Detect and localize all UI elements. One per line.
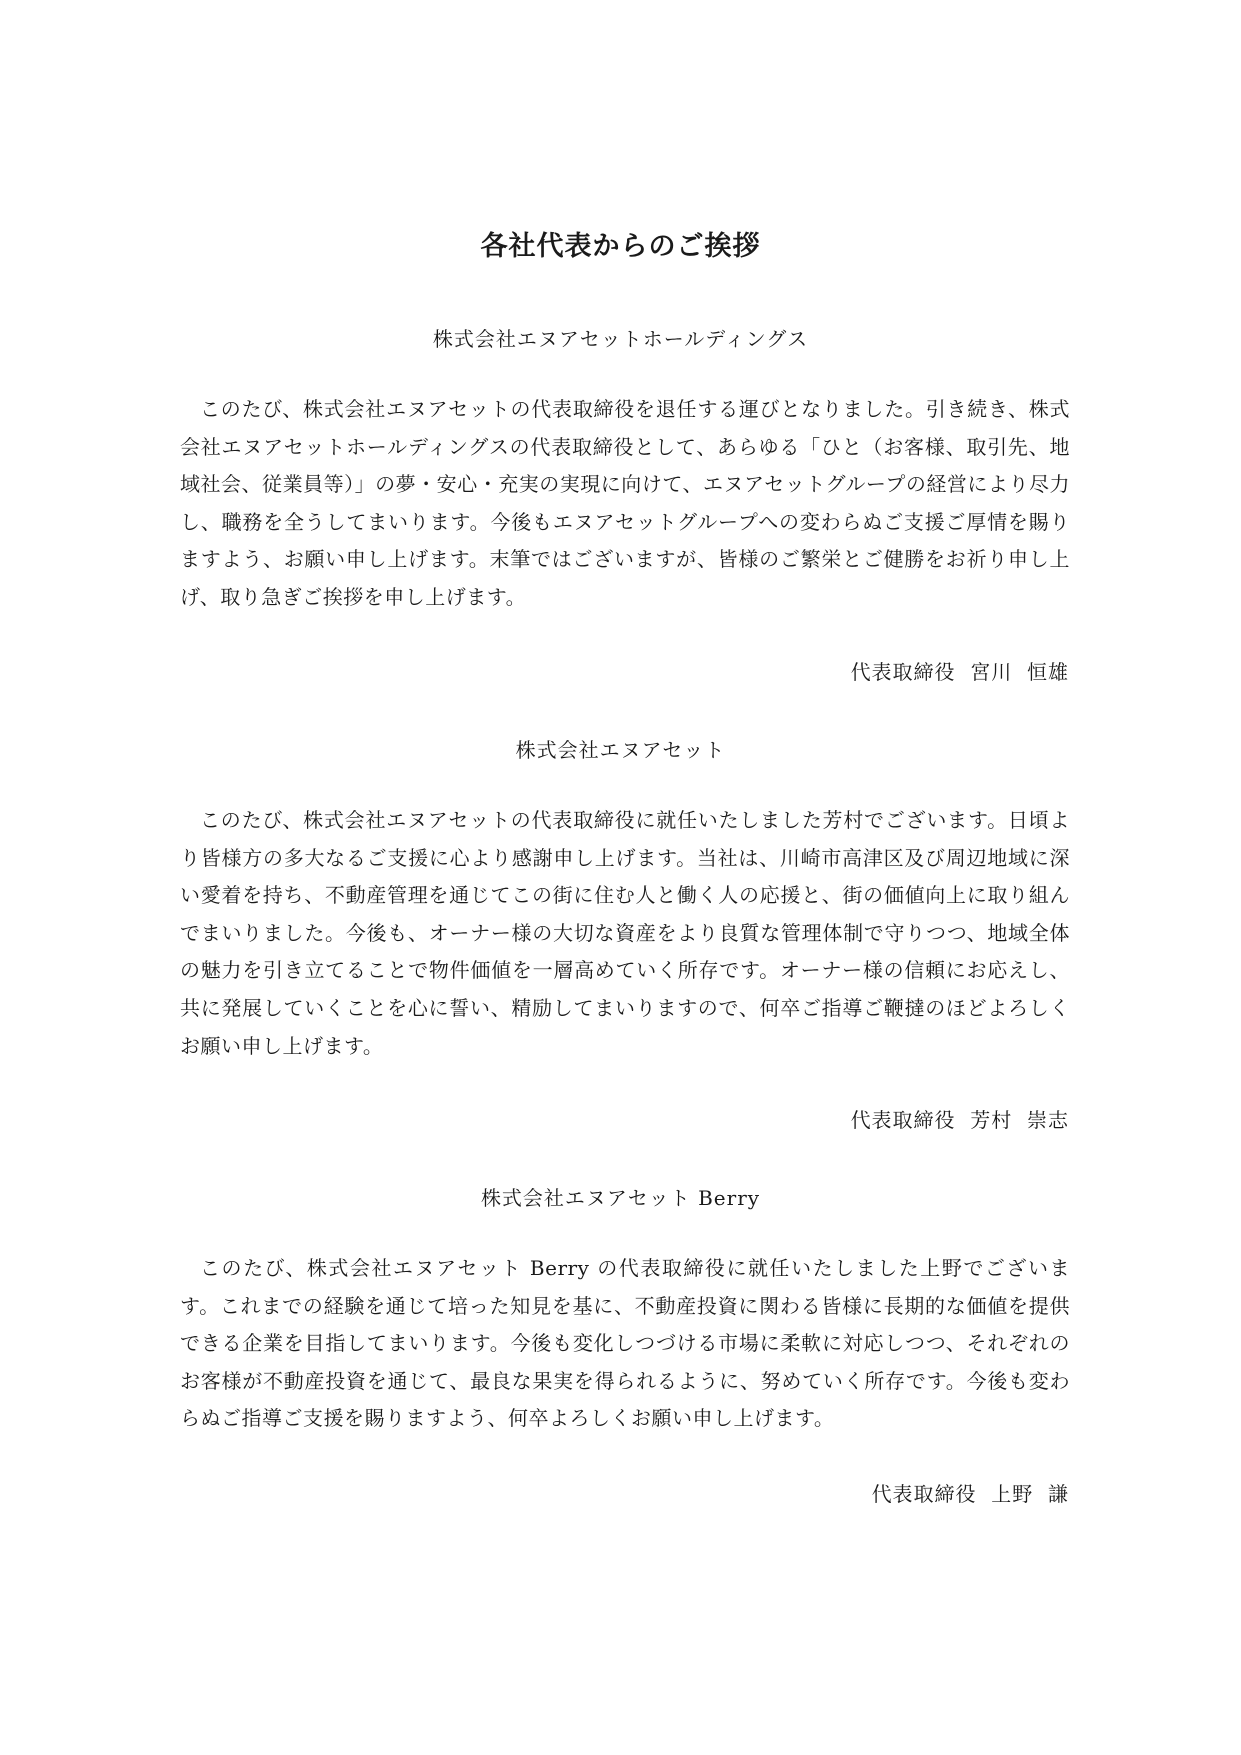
signature-holdings: 代表取締役 宮川 恒雄 xyxy=(850,660,1069,684)
greeting-paragraph-berry xyxy=(180,1250,1070,1438)
greeting-paragraph-holdings xyxy=(180,391,1070,617)
company-name-nasset: 株式会社エヌアセット xyxy=(515,738,726,762)
signature-nasset: 代表取締役 芳村 崇志 xyxy=(850,1108,1069,1132)
greeting-paragraph-nasset xyxy=(180,802,1070,1065)
paragraph-text: このたび、株式会社エヌアセットの代表取締役を退任する運びとなりました。引き続き、株式会社エヌアセットホールディングスの代表取締役として、あらゆる「ひと（お客様、取引先、地域社会、従業員等）」の夢・安心・充実の実現に向けて、エヌアセットグループの経営により尽力し、職務を全うしてまいります。今後もエヌアセットグループへの変わらぬご支援ご厚情を賜りますよう、お願い申し上げます。末筆ではございますが、皆様のご繁栄とご健勝をお祈り申し上げ、取り急ぎご挨拶を申し上げます。 xyxy=(180,397,1070,609)
paragraph-text: このたび、株式会社エヌアセット Berry の代表取締役に就任いたしました上野でございます。これまでの経験を通じて培った知見を基に、不動産投資に関わる皆様に長期的な価値を提供できる企業を目指してまいります。今後も変化しつづける市場に柔軟に対応しつつ、それぞれのお客様が不動産投資を通じて、最良な果実を得られるように、努めていく所存です。今後も変わらぬご指導ご支援を賜りますよう、何卒よろしくお願い申し上げます。 xyxy=(180,1256,1070,1431)
company-name-holdings: 株式会社エヌアセットホールディングス xyxy=(432,327,809,351)
signature-berry: 代表取締役 上野 謙 xyxy=(871,1482,1069,1506)
page-title: 各社代表からのご挨拶 xyxy=(480,231,761,262)
company-name-berry: 株式会社エヌアセット Berry xyxy=(480,1186,761,1210)
paragraph-text: このたび、株式会社エヌアセットの代表取締役に就任いたしました芳村でございます。日頃より皆様方の多大なるご支援に心より感謝申し上げます。当社は、川崎市高津区及び周辺地域に深い愛着を持ち、不動産管理を通じてこの街に住む人と働く人の応援と、街の価値向上に取り組んでまいりました。今後も、オーナー様の大切な資産をより良質な管理体制で守りつつ、地域全体の魅力を引き立てることで物件価値を一層高めていく所存です。オーナー様の信頼にお応えし、共に発展していくことを心に誓い、精励してまいりますので、何卒ご指導ご鞭撻のほどよろしくお願い申し上げます。 xyxy=(180,808,1070,1058)
